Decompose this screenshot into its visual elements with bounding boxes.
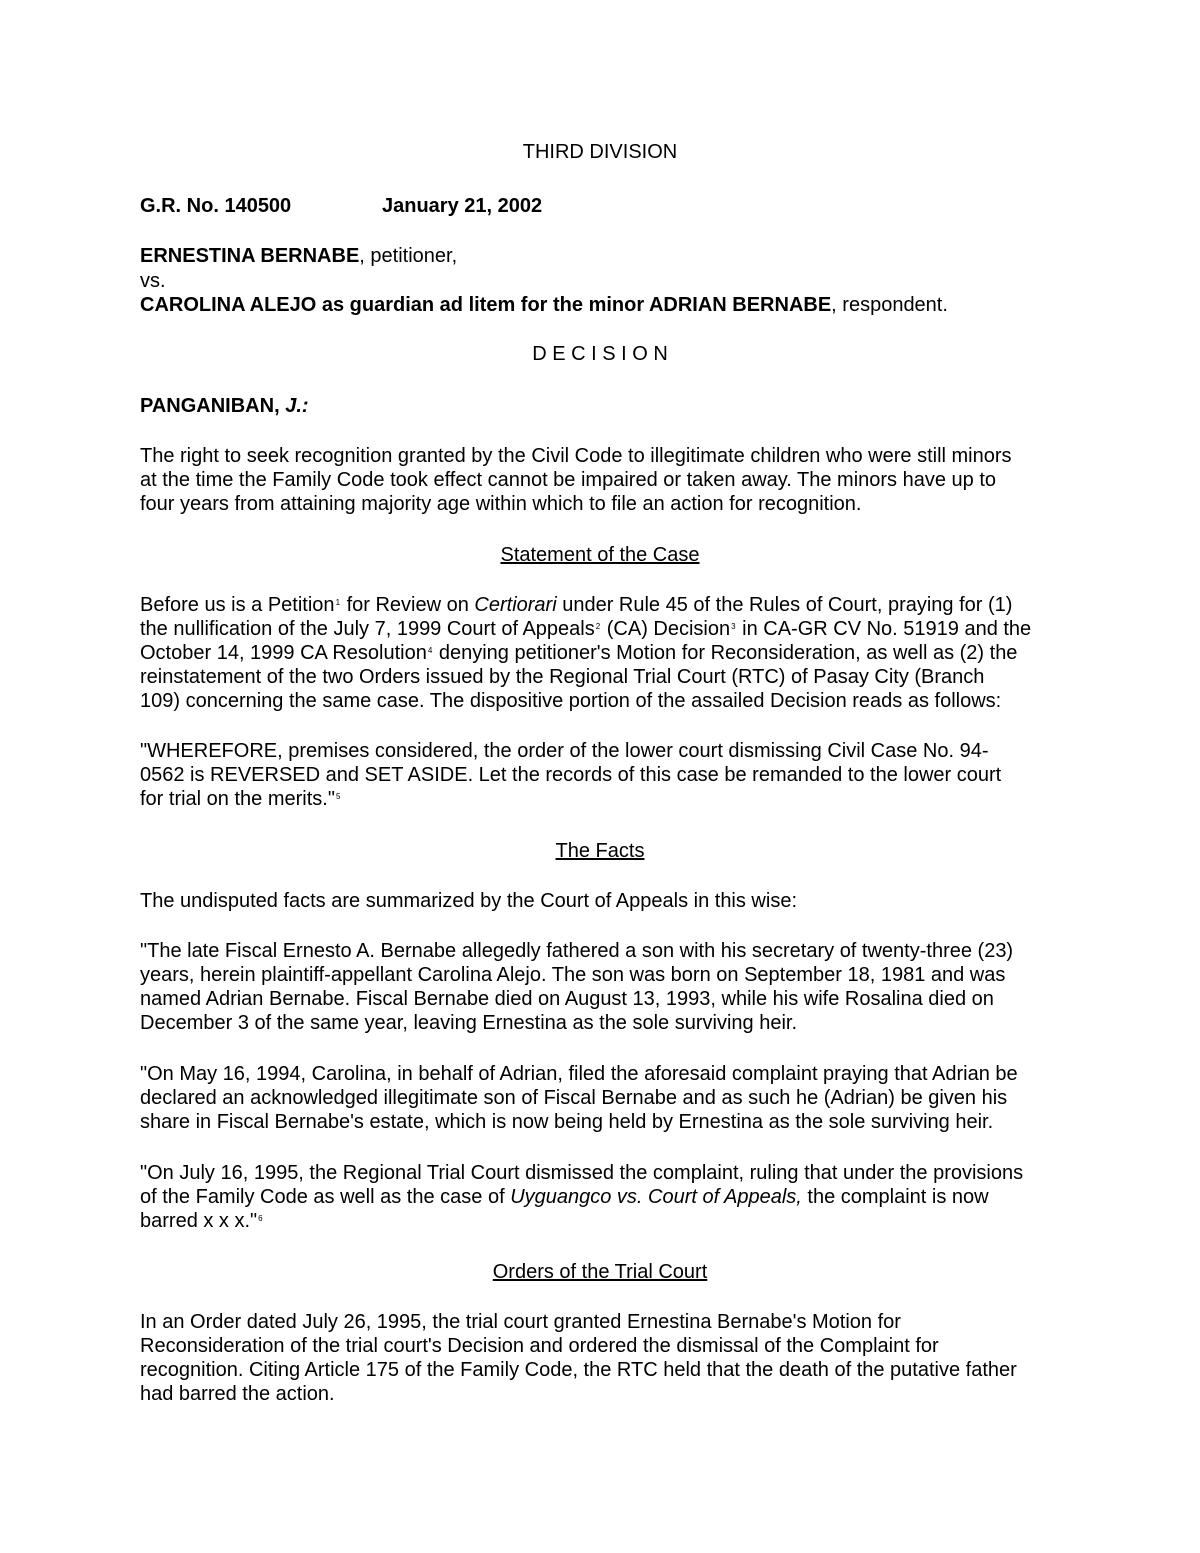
statement-line-3 <box>140 641 1017 665</box>
dispositive-line-1: "WHEREFORE, premises considered, the order of the lower court dismissing Civil Case No. 94- <box>140 740 989 762</box>
decision-title: D E C I S I O N <box>532 343 668 365</box>
intro-line-3: four years from attaining majority age within which to file an action for recognition. <box>140 493 862 515</box>
statement-text: (CA) Decision <box>601 618 731 640</box>
dispositive-line-2: 0562 is REVERSED and SET ASIDE. Let the records of this case be remanded to the lower court <box>140 764 1002 786</box>
facts-text: barred x x x." <box>140 1210 258 1232</box>
facts-p3-line-1: "On July 16, 1995, the Regional Trial Court dismissed the complaint, ruling that under the provisions <box>140 1162 1024 1184</box>
petitioner-line <box>140 244 457 268</box>
versus-text: vs. <box>140 270 166 292</box>
statement-heading: Statement of the Case <box>500 544 700 566</box>
facts-intro: The undisputed facts are summarized by the Court of Appeals in this wise: <box>140 890 798 912</box>
statement-text: for Review on <box>341 594 475 616</box>
facts-p2-line-1: "On May 16, 1994, Carolina, in behalf of Adrian, filed the aforesaid complaint praying that Adrian be <box>140 1063 1018 1085</box>
facts-heading: The Facts <box>555 840 645 862</box>
intro-line-1: The right to seek recognition granted by the Civil Code to illegitimate children who were still minors <box>140 445 1012 467</box>
petitioner-name: ERNESTINA BERNABE <box>140 245 360 267</box>
intro-line-2: at the time the Family Code took effect cannot be impaired or taken away. The minors have up to <box>140 469 997 491</box>
statement-text: under Rule 45 of the Rules of Court, praying for (1) <box>556 594 1013 616</box>
facts-p3-line-2 <box>140 1185 989 1209</box>
statement-line-1 <box>140 593 1012 617</box>
facts-p2-line-3: share in Fiscal Bernabe's estate, which is now being held by Ernestina as the sole surviving heir. <box>140 1111 994 1133</box>
facts-p1-line-1: "The late Fiscal Ernesto A. Bernabe allegedly fathered a son with his secretary of twenty-three (23) <box>140 940 1014 962</box>
decision-date: January 21, 2002 <box>382 195 543 217</box>
facts-p2-line-2: declared an acknowledged illegitimate son of Fiscal Bernabe and as such he (Adrian) be given his <box>140 1087 1008 1109</box>
dispositive-line-3 <box>140 787 341 811</box>
ponente-line <box>140 394 309 418</box>
orders-p1-line-2: Reconsideration of the trial court's Decision and ordered the dismissal of the Complaint for <box>140 1335 939 1357</box>
respondent-line <box>140 293 948 317</box>
statement-text: October 14, 1999 CA Resolution <box>140 642 427 664</box>
ponente-title: J.: <box>285 395 309 417</box>
statement-line-4: reinstatement of the two Orders issued by the Regional Trial Court (RTC) of Pasay City (Branch <box>140 666 985 688</box>
dispositive-text: for trial on the merits." <box>140 788 335 810</box>
case-number: G.R. No. 140500 <box>140 195 292 217</box>
footnote-6[interactable]: 6 <box>258 1214 263 1223</box>
statement-line-5: 109) concerning the same case. The dispositive portion of the assailed Decision reads as follows: <box>140 690 1002 712</box>
facts-p3-line-3 <box>140 1209 264 1233</box>
facts-text: of the Family Code as well as the case of <box>140 1186 511 1208</box>
facts-p1-line-2: years, herein plaintiff-appellant Carolina Alejo. The son was born on September 18, 1981 and was <box>140 964 1006 986</box>
statement-text: the nullification of the July 7, 1999 Court of Appeals <box>140 618 595 640</box>
orders-p1-line-1: In an Order dated July 26, 1995, the trial court granted Ernestina Bernabe's Motion for <box>140 1311 901 1333</box>
certiorari-term: Certiorari <box>474 594 557 616</box>
facts-p1-line-4: December 3 of the same year, leaving Ernestina as the sole surviving heir. <box>140 1012 798 1034</box>
statement-text: in CA-GR CV No. 51919 and the <box>736 618 1032 640</box>
statement-text: denying petitioner's Motion for Reconsideration, as well as (2) the <box>433 642 1018 664</box>
respondent-role: , respondent. <box>831 294 948 316</box>
petitioner-role: , petitioner, <box>359 245 458 267</box>
facts-text: the complaint is now <box>801 1186 989 1208</box>
footnote-3[interactable]: 3 <box>731 622 736 631</box>
division-heading: THIRD DIVISION <box>522 141 678 163</box>
footnote-2[interactable]: 2 <box>595 622 601 631</box>
footnote-5[interactable]: 5 <box>335 792 341 801</box>
facts-p1-line-3: named Adrian Bernabe. Fiscal Bernabe died on August 13, 1993, while his wife Rosalina died on <box>140 988 994 1010</box>
footnote-1[interactable]: 1 <box>335 598 341 607</box>
footnote-4[interactable]: 4 <box>427 646 433 655</box>
statement-text: Before us is a Petition <box>140 594 335 616</box>
respondent-name: CAROLINA ALEJO as guardian ad litem for the minor ADRIAN BERNABE <box>140 294 832 316</box>
statement-line-2 <box>140 617 1031 641</box>
orders-heading: Orders of the Trial Court <box>492 1261 708 1283</box>
orders-p1-line-3: recognition. Citing Article 175 of the Family Code, the RTC held that the death of the putative father <box>140 1359 1017 1381</box>
case-citation: Uyguangco vs. Court of Appeals, <box>510 1186 802 1208</box>
orders-p1-line-4: had barred the action. <box>140 1383 335 1405</box>
ponente-name: PANGANIBAN, <box>140 395 280 417</box>
